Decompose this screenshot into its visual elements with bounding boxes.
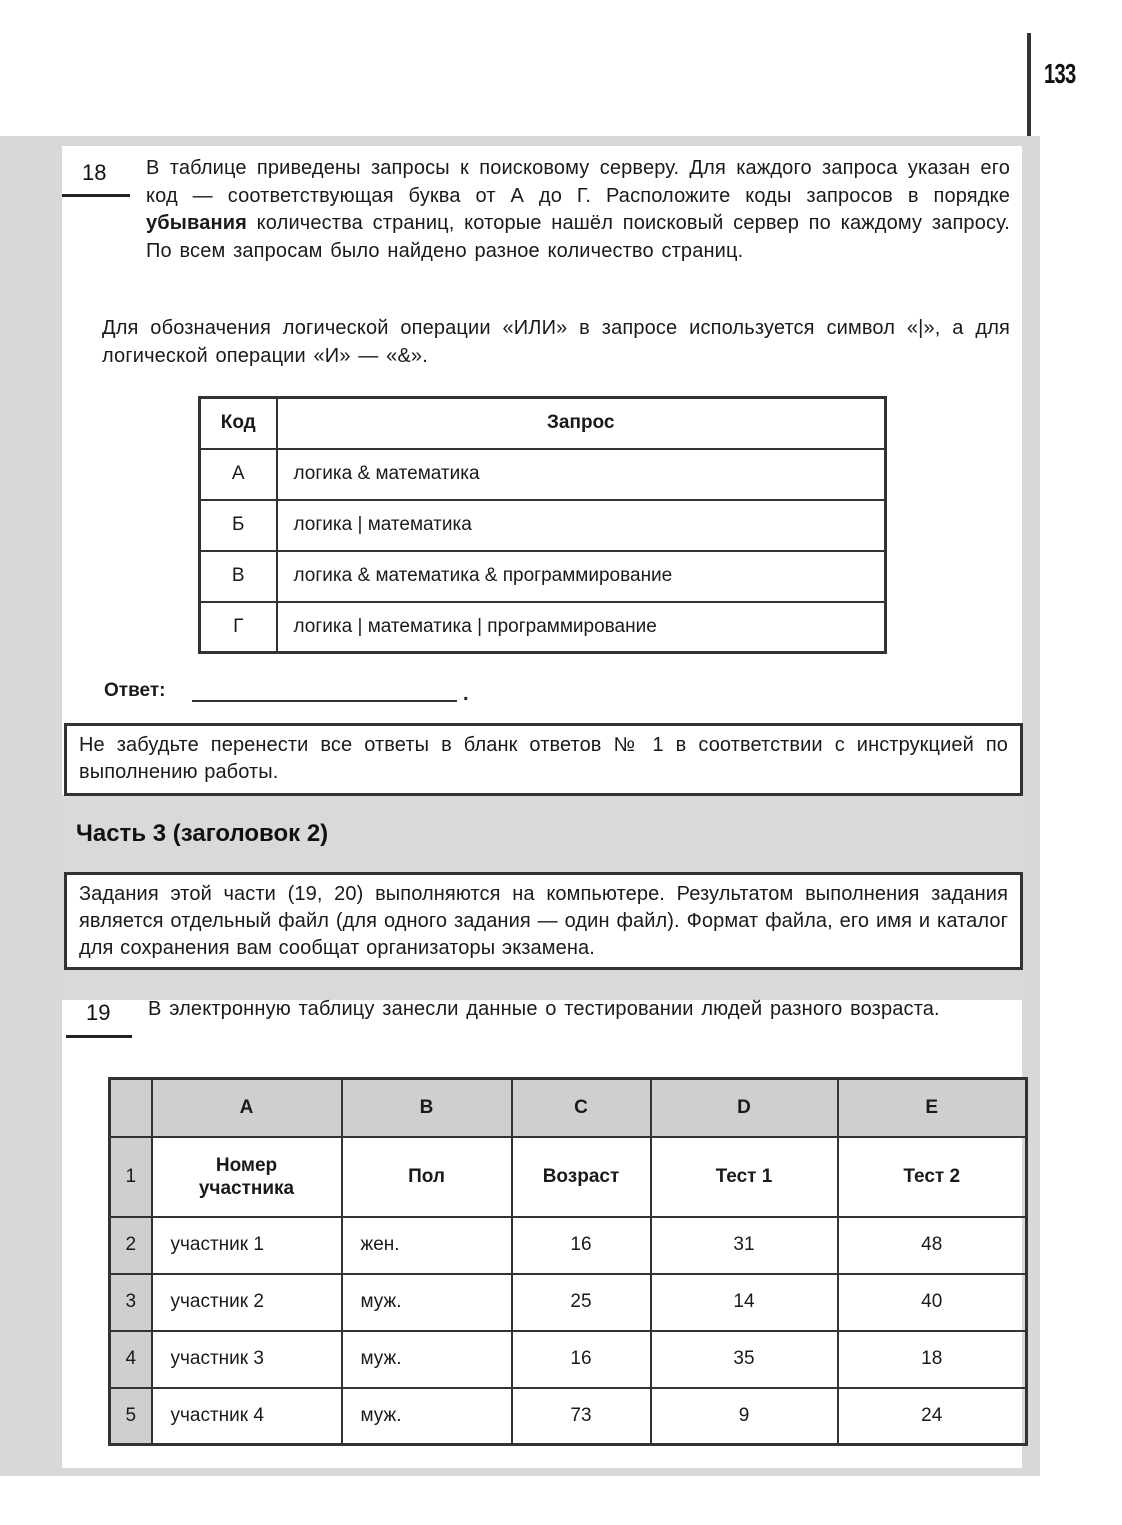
- query-row: [200, 500, 886, 551]
- cell: муж.: [342, 1331, 512, 1388]
- emphasis-descending: убывания: [146, 212, 247, 234]
- query-text: логика | математика: [277, 500, 886, 551]
- sheet-row: [110, 1388, 1027, 1445]
- task-19-number-rule: [66, 1035, 132, 1038]
- query-code: Б: [200, 500, 277, 551]
- column-header-c: C: [512, 1079, 651, 1137]
- answer-field[interactable]: [192, 700, 457, 702]
- reminder-box: [64, 723, 1023, 796]
- query-table-header: [200, 398, 886, 449]
- row-header: 3: [110, 1274, 152, 1331]
- sheet-row: [110, 1331, 1027, 1388]
- row-header: 4: [110, 1331, 152, 1388]
- row-header: 5: [110, 1388, 152, 1445]
- sheet-row: [110, 1274, 1027, 1331]
- cell: 35: [651, 1331, 838, 1388]
- header-query: Запрос: [277, 398, 886, 449]
- query-code: В: [200, 551, 277, 602]
- page-margin-rule: [1027, 33, 1031, 136]
- cell: муж.: [342, 1274, 512, 1331]
- sheet-row: [110, 1137, 1027, 1217]
- column-header-e: E: [838, 1079, 1027, 1137]
- cell: жен.: [342, 1217, 512, 1274]
- query-code: Г: [200, 602, 277, 653]
- cell: 16: [512, 1217, 651, 1274]
- spreadsheet: [108, 1077, 1028, 1446]
- sheet-corner: [110, 1079, 152, 1137]
- task-19-text: В электронную таблицу занесли данные о тестировании людей разного возраста.: [148, 998, 940, 1020]
- column-header-a: A: [152, 1079, 342, 1137]
- header-cell: Номер участника: [152, 1137, 342, 1217]
- task-18-operators-note: Для обозначения логической операции «ИЛИ» в запросе используется символ «|», а для логической операции «И» — «&».: [102, 317, 1010, 367]
- part3-info-text: Задания этой части (19, 20) выполняются на компьютере. Результатом выполнения задания является отдельный файл (для одного задания — один файл). Формат файла, его имя и каталог для сохранения вам сообщат организаторы экзамена.: [79, 883, 1008, 959]
- column-header-d: D: [651, 1079, 838, 1137]
- cell: 24: [838, 1388, 1027, 1445]
- sheet-row: [110, 1217, 1027, 1274]
- cell: 48: [838, 1217, 1027, 1274]
- query-text: логика | математика | программирование: [277, 602, 886, 653]
- query-row: [200, 602, 886, 653]
- column-header-b: B: [342, 1079, 512, 1137]
- cell: 16: [512, 1331, 651, 1388]
- header-cell: Возраст: [512, 1137, 651, 1217]
- cell: 14: [651, 1274, 838, 1331]
- answer-period: .: [463, 683, 469, 705]
- cell: 18: [838, 1331, 1027, 1388]
- header-cell: Пол: [342, 1137, 512, 1217]
- reminder-text: Не забудьте перенести все ответы в бланк ответов № 1 в соответствии с инструкцией по выполнению работы.: [79, 734, 1008, 783]
- task-19-number: 19: [86, 1000, 111, 1025]
- row-header: 1: [110, 1137, 152, 1217]
- page-number: 133: [1044, 58, 1076, 89]
- row-header: 2: [110, 1217, 152, 1274]
- query-table: [198, 396, 887, 654]
- part3-info-box: [64, 872, 1023, 970]
- task-18-number-rule: [62, 194, 130, 197]
- query-row: [200, 449, 886, 500]
- cell: участник 1: [152, 1217, 342, 1274]
- column-header-row: [110, 1079, 1027, 1137]
- cell: муж.: [342, 1388, 512, 1445]
- cell: 31: [651, 1217, 838, 1274]
- cell: участник 2: [152, 1274, 342, 1331]
- query-text: логика & математика: [277, 449, 886, 500]
- cell: 25: [512, 1274, 651, 1331]
- answer-label: Ответ:: [104, 680, 166, 701]
- cell: участник 4: [152, 1388, 342, 1445]
- query-text: логика & математика & программирование: [277, 551, 886, 602]
- section-heading: Часть 3 (заголовок 2): [76, 820, 329, 847]
- header-cell: Тест 2: [838, 1137, 1027, 1217]
- header-code: Код: [200, 398, 277, 449]
- cell: 9: [651, 1388, 838, 1445]
- cell: участник 3: [152, 1331, 342, 1388]
- task-18-number: 18: [82, 160, 107, 185]
- cell: 40: [838, 1274, 1027, 1331]
- task-18-intro: В таблице приведены запросы к поисковому серверу. Для каждого запроса указан его код — соответствующая буква от А до Г. Расположите коды запросов в порядке убывания количества страниц, которые нашёл поисковый сервер по каждому запросу. По всем запросам было найдено разное количество страниц.: [146, 157, 1010, 262]
- header-cell: Тест 1: [651, 1137, 838, 1217]
- query-code: А: [200, 449, 277, 500]
- query-row: [200, 551, 886, 602]
- cell: 73: [512, 1388, 651, 1445]
